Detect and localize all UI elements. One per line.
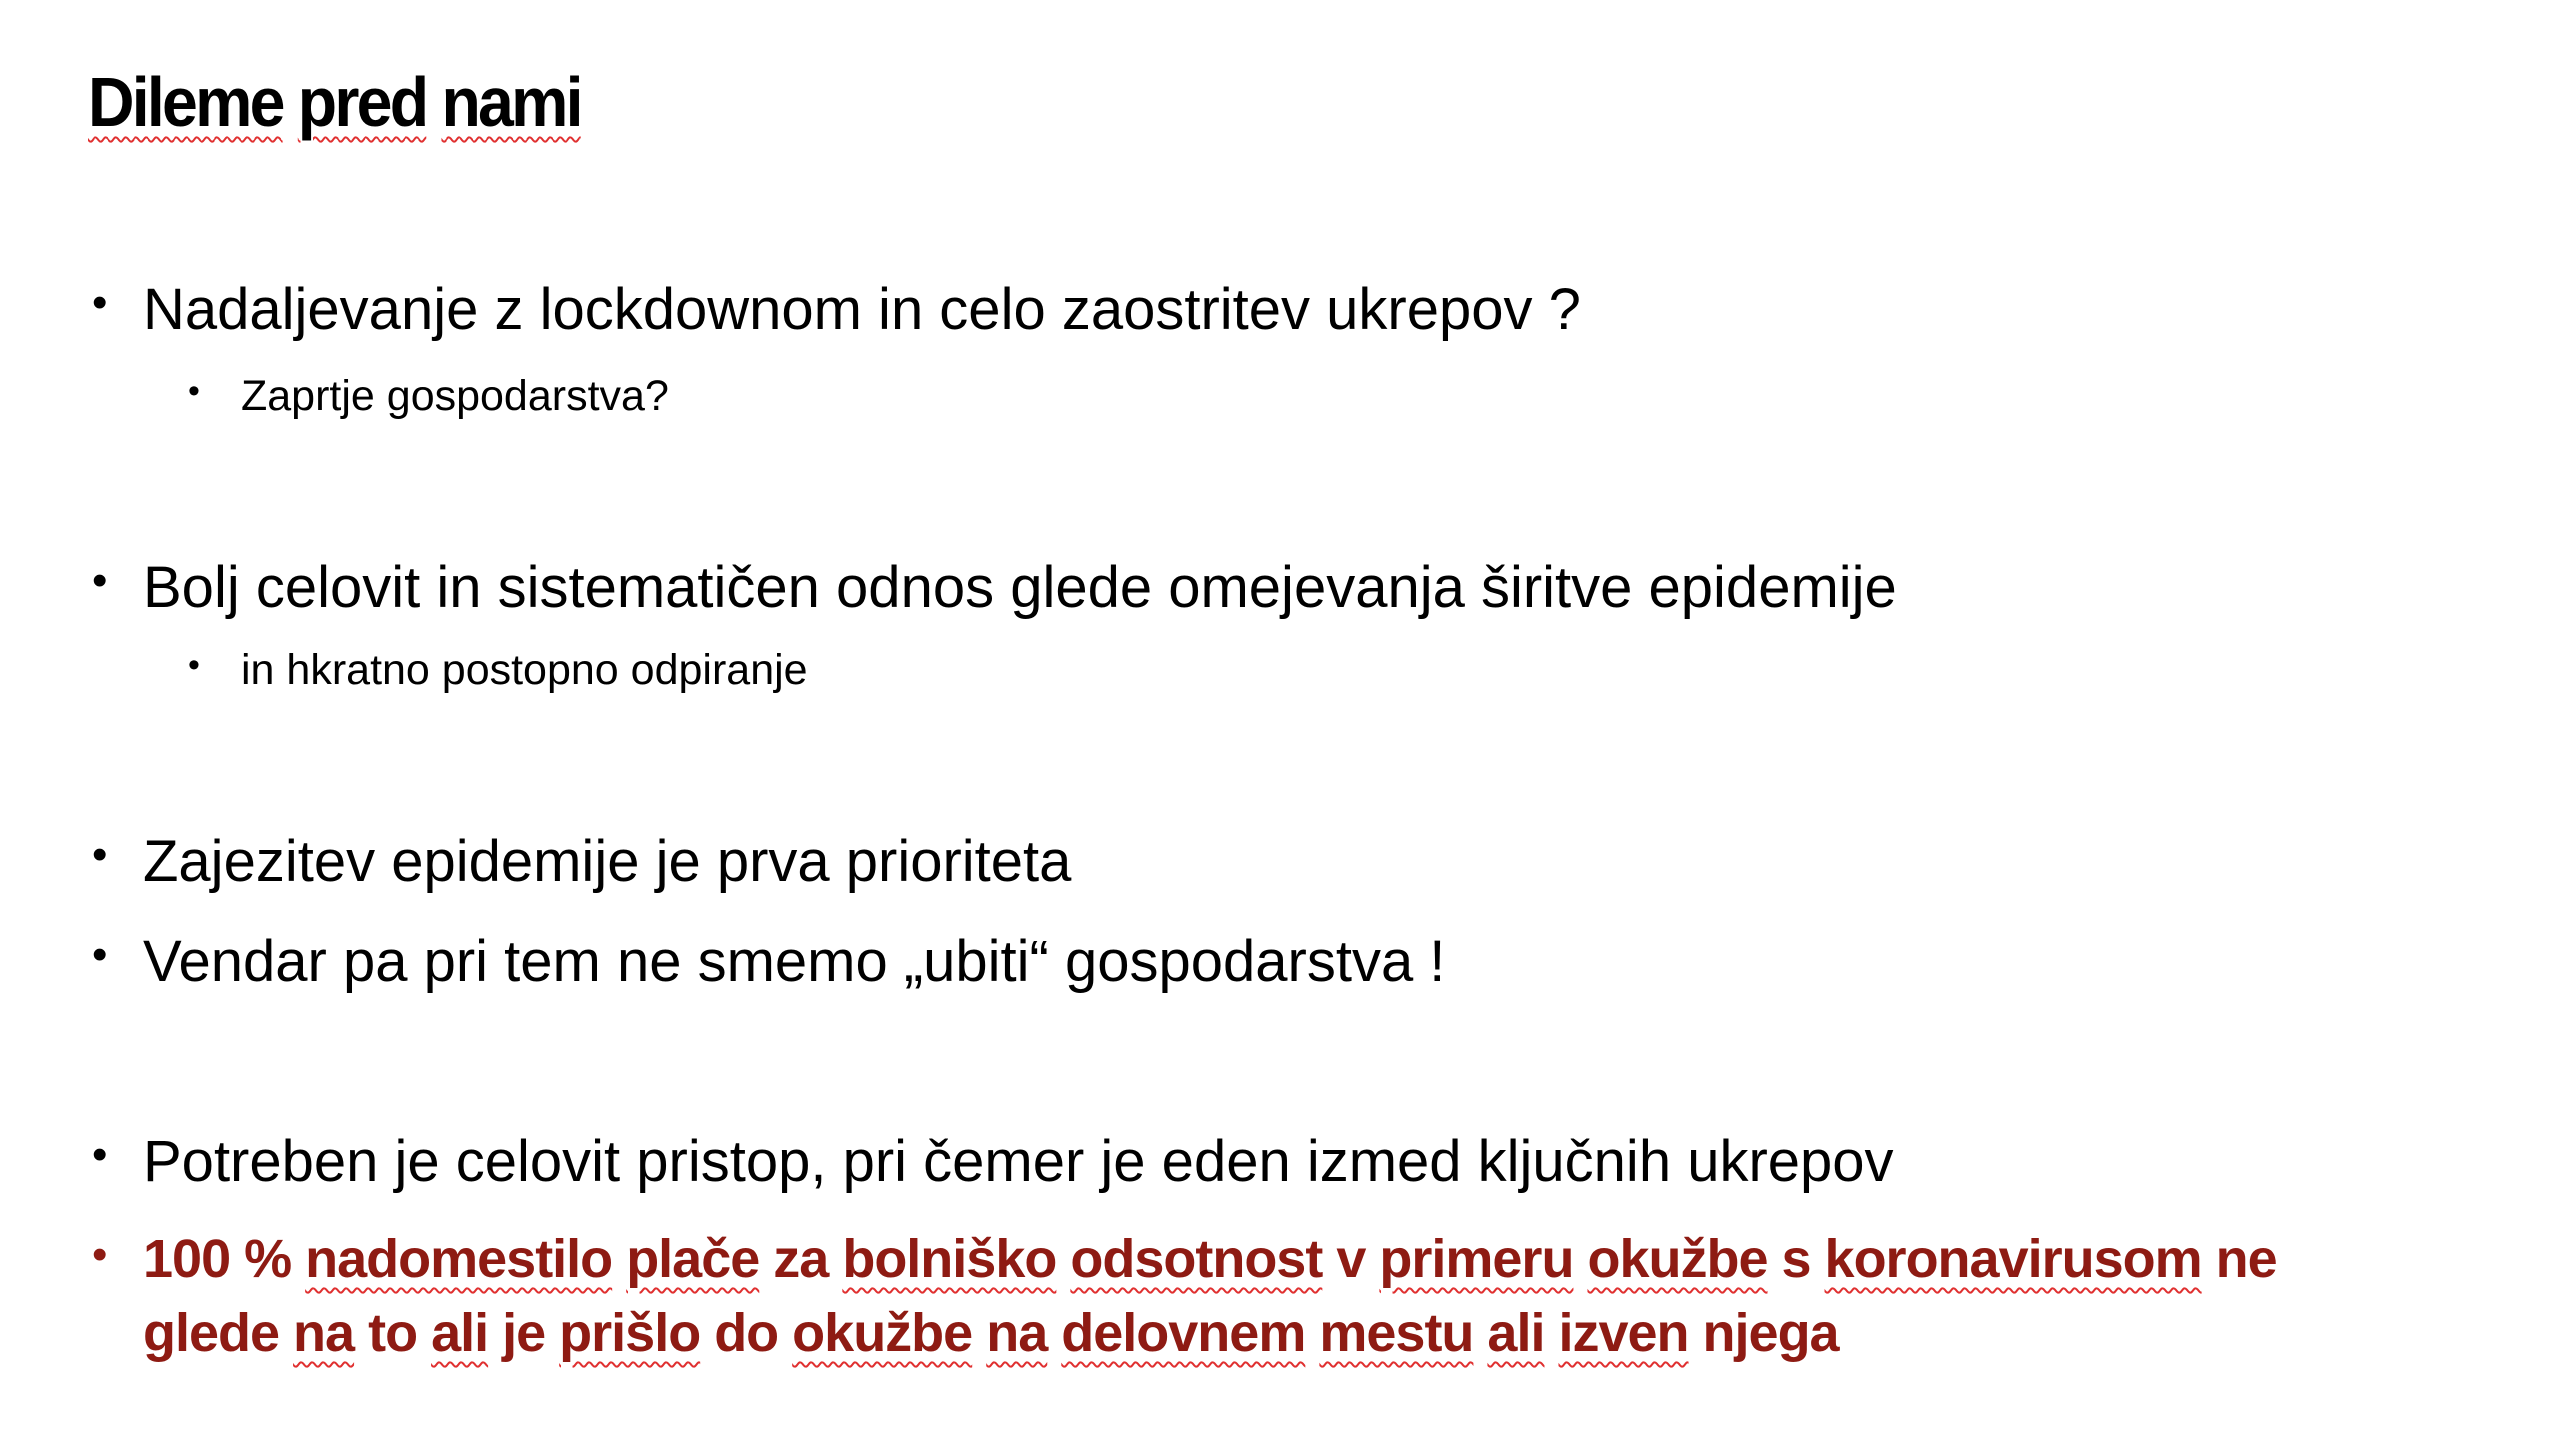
spellcheck-flagged-word: odsotnost bbox=[1070, 1229, 1323, 1289]
bullet-icon: • bbox=[92, 830, 108, 879]
spellcheck-flagged-word: plače bbox=[626, 1229, 760, 1289]
text-segment bbox=[1544, 1303, 1558, 1363]
text-segment: do bbox=[700, 1303, 793, 1363]
spellcheck-flagged-word: Dileme bbox=[88, 63, 283, 141]
spellcheck-flagged-word: okužbe bbox=[792, 1303, 973, 1363]
bullet-icon: • bbox=[92, 278, 108, 327]
highlight-line-1 bbox=[143, 1228, 2277, 1290]
bullet-icon: • bbox=[92, 930, 108, 979]
sub-bullet-1: Zaprtje gospodarstva? bbox=[241, 372, 669, 420]
text-segment bbox=[972, 1303, 986, 1363]
text-segment: njega bbox=[1688, 1303, 1839, 1363]
text-segment: glede bbox=[143, 1303, 294, 1363]
text-segment bbox=[1473, 1303, 1487, 1363]
spellcheck-flagged-word: ali bbox=[431, 1303, 489, 1363]
spellcheck-flagged-word: izven bbox=[1558, 1303, 1689, 1363]
spellcheck-flagged-word: delovnem bbox=[1061, 1303, 1306, 1363]
text-segment bbox=[1573, 1229, 1587, 1289]
text-segment bbox=[283, 63, 298, 141]
text-segment bbox=[612, 1229, 626, 1289]
bullet-icon: • bbox=[92, 1230, 108, 1279]
bullet-2: Bolj celovit in sistematičen odnos glede omejevanja širitve epidemije bbox=[143, 555, 1897, 620]
spellcheck-flagged-word: pred bbox=[297, 63, 427, 141]
text-segment: 100 % bbox=[143, 1229, 306, 1289]
bullet-icon: • bbox=[92, 556, 108, 605]
text-segment bbox=[1305, 1303, 1319, 1363]
bullet-3: Zajezitev epidemije je prva prioriteta bbox=[143, 829, 1072, 894]
spellcheck-flagged-word: bolniško bbox=[842, 1229, 1057, 1289]
spellcheck-flagged-word: primeru bbox=[1379, 1229, 1574, 1289]
text-segment bbox=[1047, 1303, 1061, 1363]
sub-bullet-icon: • bbox=[188, 646, 200, 684]
text-segment: to bbox=[354, 1303, 432, 1363]
spellcheck-flagged-word: nami bbox=[441, 63, 581, 141]
spellcheck-flagged-word: okužbe bbox=[1587, 1229, 1768, 1289]
text-segment: s bbox=[1767, 1229, 1825, 1289]
spellcheck-flagged-word: ali bbox=[1487, 1303, 1545, 1363]
spellcheck-flagged-word: prišlo bbox=[559, 1303, 701, 1363]
sub-bullet-icon: • bbox=[188, 372, 200, 410]
bullet-icon: • bbox=[92, 1130, 108, 1179]
bullet-5: Potreben je celovit pristop, pri čemer je eden izmed ključnih ukrepov bbox=[143, 1129, 1894, 1194]
text-segment bbox=[426, 63, 441, 141]
slide-title bbox=[88, 62, 581, 142]
spellcheck-flagged-word: koronavirusom bbox=[1824, 1229, 2202, 1289]
spellcheck-flagged-word: mestu bbox=[1319, 1303, 1474, 1363]
spellcheck-flagged-word: nadomestilo bbox=[305, 1229, 613, 1289]
text-segment bbox=[1056, 1229, 1070, 1289]
bullet-4: Vendar pa pri tem ne smemo „ubiti“ gospodarstva ! bbox=[143, 929, 1446, 994]
text-segment: v bbox=[1322, 1229, 1380, 1289]
spellcheck-flagged-word: na bbox=[986, 1303, 1048, 1363]
highlight-line-2 bbox=[143, 1302, 1839, 1364]
sub-bullet-2: in hkratno postopno odpiranje bbox=[241, 646, 808, 694]
bullet-1: Nadaljevanje z lockdownom in celo zaostritev ukrepov ? bbox=[143, 277, 1581, 342]
text-segment: ne bbox=[2201, 1229, 2277, 1289]
spellcheck-flagged-word: na bbox=[293, 1303, 355, 1363]
text-segment: za bbox=[759, 1229, 843, 1289]
text-segment: je bbox=[488, 1303, 560, 1363]
